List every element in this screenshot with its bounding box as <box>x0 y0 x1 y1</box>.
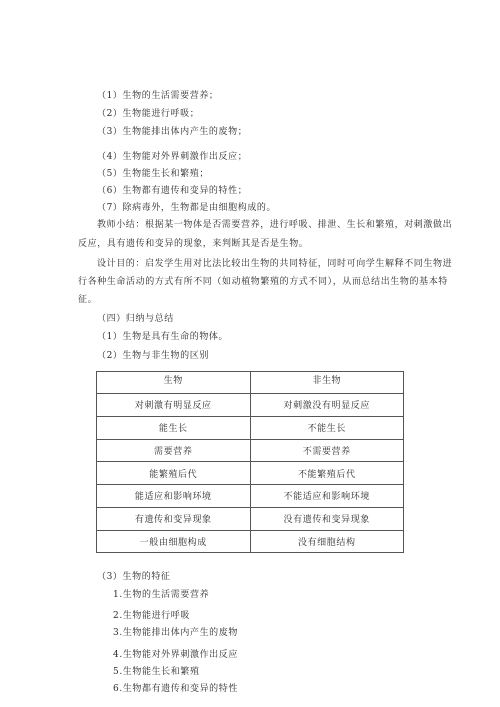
list-item: （7）除病毒外，生物都是由细胞构成的。 <box>97 203 277 213</box>
table-header-cell: 生物 <box>97 372 251 394</box>
design-line: 行各种生命活动的方式有所不同（如动植物繁殖的方式不同），从而总结出生物的基本特 <box>78 277 448 287</box>
feature-item: 6.生物都有遗传和变异的特性 <box>113 684 238 694</box>
list-item: （6）生物都有遗传和变异的特性； <box>97 186 248 196</box>
list-item: （1）生物的生活需要营养； <box>97 91 219 101</box>
list-item: （5）生物能生长和繁殖； <box>97 169 209 179</box>
feature-item: 4.生物能对外界刺激作出反应 <box>113 650 238 660</box>
comparison-table <box>96 371 404 553</box>
table-cell: 对刺激没有明显反应 <box>250 394 404 417</box>
point-item: （1）生物是具有生命的物体。 <box>97 332 229 342</box>
table-cell: 能适应和影响环境 <box>97 485 251 508</box>
list-item: （3）生物能排出体内产生的废物； <box>97 127 248 137</box>
summary-line: 反应，具有遗传和变异的现象，来判断其是否是生物。 <box>78 239 309 249</box>
table-row <box>97 394 404 417</box>
table-row <box>97 507 404 530</box>
table-header-row <box>97 372 404 394</box>
table-row <box>97 439 404 462</box>
design-line: 设计目的：启发学生用对比法比较出生物的共同特征，同时可向学生解释不同生物进 <box>97 259 453 269</box>
design-line: 征。 <box>78 295 98 305</box>
table-cell: 不能适应和影响环境 <box>250 485 404 508</box>
table-cell: 需要营养 <box>97 439 251 462</box>
table-cell: 没有遗传和变异现象 <box>250 507 404 530</box>
table-cell: 能繁殖后代 <box>97 462 251 485</box>
list-item: （2）生物能进行呼吸； <box>97 109 200 119</box>
table-row <box>97 416 404 439</box>
table-header-cell: 非生物 <box>250 372 404 394</box>
table-row <box>97 485 404 508</box>
table-cell: 不能生长 <box>250 416 404 439</box>
feature-item: 3.生物能排出体内产生的废物 <box>113 628 238 638</box>
list-item: （4）生物能对外界刺激作出反应； <box>97 152 248 162</box>
table-cell: 一般由细胞构成 <box>97 530 251 553</box>
table-cell: 对刺激有明显反应 <box>97 394 251 417</box>
feature-item: 5.生物能生长和繁殖 <box>113 667 200 677</box>
feature-item: 1.生物的生活需要营养 <box>113 590 210 600</box>
features-title: （3）生物的特征 <box>97 572 171 582</box>
point-item: （2）生物与非生物的区别 <box>97 351 209 361</box>
feature-item: 2.生物能进行呼吸 <box>113 611 190 621</box>
table-cell: 能生长 <box>97 416 251 439</box>
table-cell: 不需要营养 <box>250 439 404 462</box>
section-title: （四）归纳与总结 <box>97 314 174 324</box>
table-row <box>97 530 404 553</box>
table-cell: 没有细胞结构 <box>250 530 404 553</box>
table-cell: 有遗传和变异现象 <box>97 507 251 530</box>
table-cell: 不能繁殖后代 <box>250 462 404 485</box>
summary-line: 教师小结：根据某一物体是否需要营养，进行呼吸、排泄、生长和繁殖，对刺激做出 <box>97 220 453 230</box>
table-row <box>97 462 404 485</box>
